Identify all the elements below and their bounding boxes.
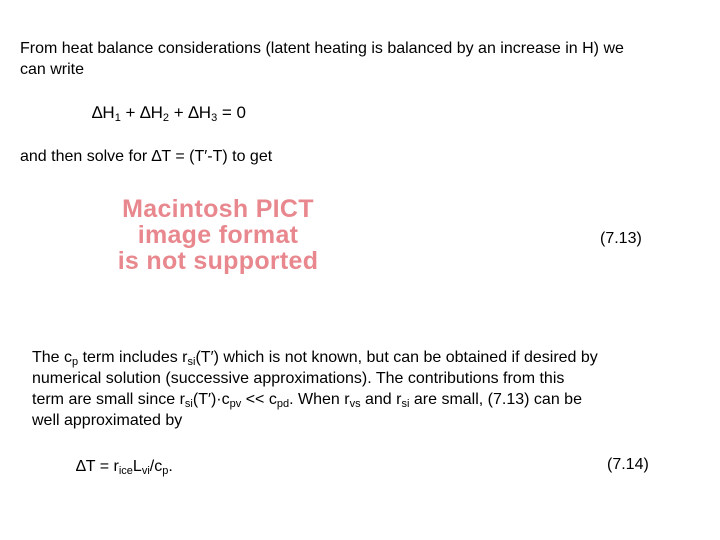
subscript: p [72, 356, 79, 368]
text-run: well approximated by [32, 412, 183, 429]
eq2-subscript: vi [141, 465, 150, 477]
eq1-subscript: 1 [114, 112, 121, 124]
placeholder-line: Macintosh PICT [122, 195, 314, 223]
approximation-equation [76, 456, 173, 477]
eq2-subscript: ice [118, 465, 133, 477]
intro-line-1: From heat balance considerations (latent heating is balanced by an increase in H) we [20, 40, 624, 57]
text-run: The c [32, 349, 73, 366]
equation-number-7-14: (7.14) [607, 456, 649, 473]
eq1-term: + ∆H [120, 103, 163, 122]
intro-text [20, 38, 710, 80]
subscript: si [187, 356, 196, 368]
text-run: term includes r [78, 349, 188, 366]
eq1-subscript: 2 [162, 112, 169, 124]
eq1-term: ∆H [92, 103, 115, 122]
intro-line-2: can write [20, 61, 85, 78]
subscript: si [184, 398, 193, 410]
text-run: << c [241, 391, 277, 408]
text-run: numerical solution (successive approximations). The contributions from this [32, 370, 565, 387]
text-run: (T′) which is not known, but can be obtained if desired by [195, 349, 598, 366]
placeholder-line: image format [137, 221, 299, 249]
subscript: si [401, 398, 410, 410]
text-run: and r [360, 391, 402, 408]
heat-balance-equation [92, 103, 246, 123]
eq2-term: L [132, 458, 142, 475]
unsupported-image-placeholder [90, 196, 346, 274]
subscript: pd [276, 398, 290, 410]
text-run: term are small since r [32, 391, 185, 408]
text-run: are small, (7.13) can be [409, 391, 582, 408]
text-run: (T′)·c [192, 391, 230, 408]
eq1-term: = 0 [217, 103, 247, 122]
subscript: pv [229, 398, 242, 410]
eq2-term: /c [149, 458, 163, 475]
explanation-paragraph [32, 347, 712, 431]
solve-text: and then solve for ∆T = (T′-T) to get [20, 148, 273, 165]
text-run: . When r [289, 391, 350, 408]
eq2-subscript: p [162, 465, 169, 477]
placeholder-line: is not supported [117, 247, 319, 275]
eq2-term: ∆T = r [76, 458, 119, 475]
eq2-term: . [168, 458, 173, 475]
eq1-subscript: 3 [211, 112, 218, 124]
subscript: vs [349, 398, 361, 410]
eq1-term: + ∆H [169, 103, 212, 122]
equation-number-7-13: (7.13) [600, 230, 642, 247]
